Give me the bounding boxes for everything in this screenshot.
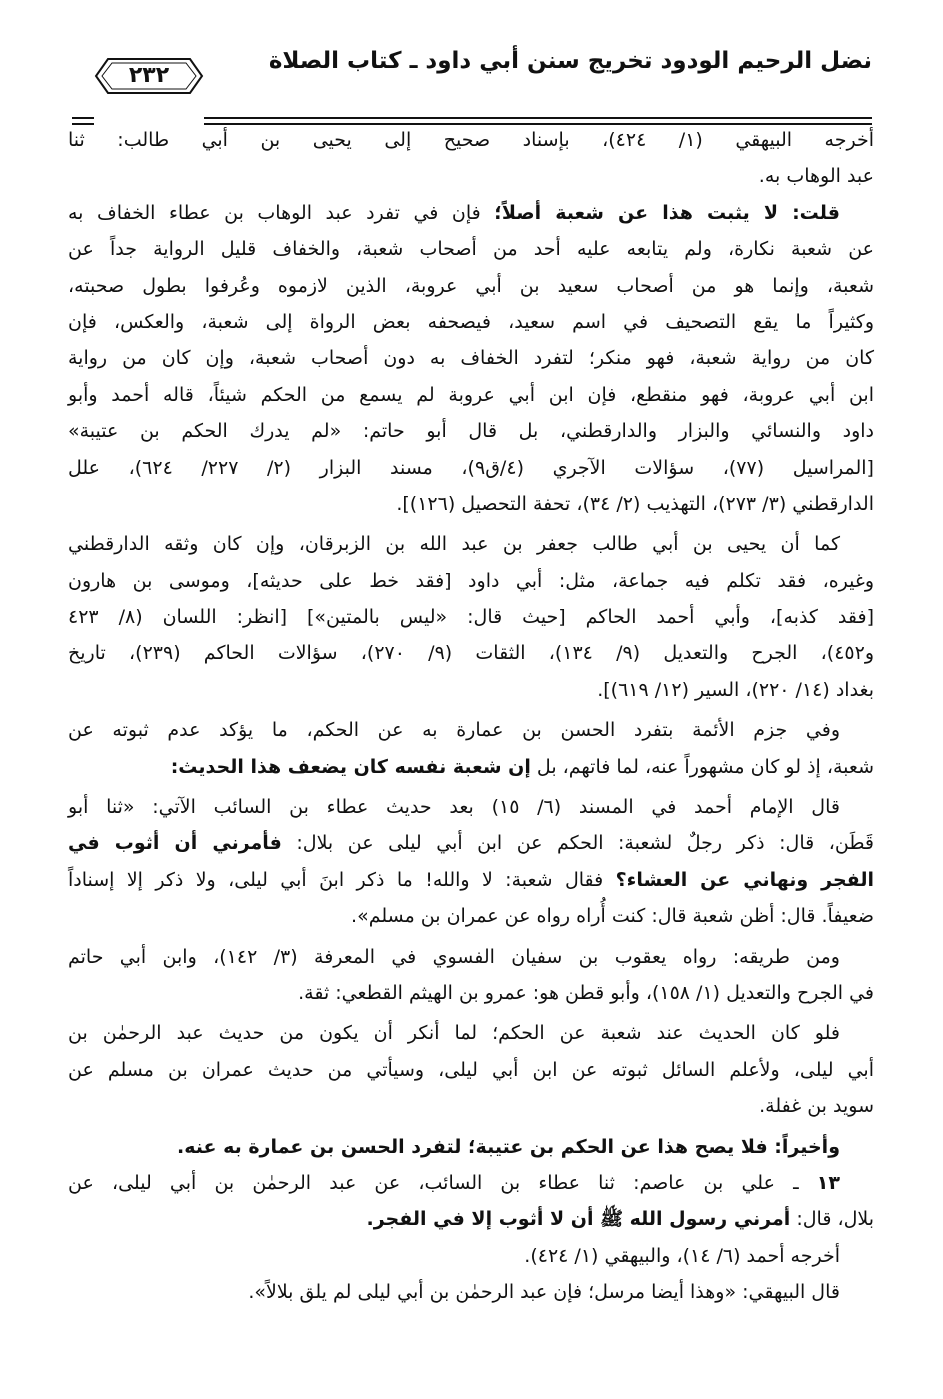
bold-phrase: ١٣ — [816, 1171, 840, 1194]
text-line: بلال، قال: أمرني رسول الله ﷺ أن لا أثوب إلا في الفجر. — [366, 1208, 874, 1231]
text-line: [فقد كذبه]، وأبي أحمد الحاكم [حيث قال: «ليس بالمتين»] [انظر: اللسان (٨/ ٤٢٣ — [68, 606, 874, 629]
text-line: ١٣ ـ علي بن عاصم: ثنا عطاء بن السائب، عن عبد الرحمٰن بن أبي ليلى، عن — [68, 1171, 840, 1194]
page-number: ٢٣٢ — [128, 63, 170, 88]
text-line — [68, 1129, 874, 1165]
text-line: قال البيهقي: «وهذا أيضا مرسل؛ فإن عبد الرحمٰن بن أبي ليلى لم يلق بلالاً». — [248, 1281, 840, 1304]
text-line: الدارقطني (٣/ ٢٧٣)، التهذيب (٢/ ٣٤)، تحفة التحصيل (١٢٦)]. — [396, 492, 874, 515]
text-line: ومن طريقه: رواه يعقوب بن سفيان الفسوي في المعرفة (٣/ ١٤٢)، وابن أبي حاتم — [68, 945, 840, 968]
text-line: داود والنسائي والبزار والدارقطني، بل قال أبو حاتم: «لم يدرك الحكم بن عتيبة» — [68, 420, 874, 443]
text-line: ضعيفاً. قال: أظن شعبة قال: كنت أُراه رواه عن عمران بن مسلم». — [351, 905, 874, 928]
bold-phrase: أمرني رسول الله ﷺ أن لا أثوب إلا في الفجر. — [366, 1208, 791, 1231]
text-line: كما أن يحيى بن أبي طالب جعفر بن عبد الله بن الزبرقان، وإن كان وثقه الدارقطني — [68, 533, 840, 556]
text-line: سويد بن غفلة. — [759, 1095, 874, 1118]
text-line: قَطَن، قال: ذكر رجلٌ لشعبة: الحكم عن ابن أبي ليلى عن بلال: فأمرني أن أثوب في — [68, 832, 874, 855]
text-line: شعبة، إذ لو كان مشهوراً عنه، لما فاتهم، بل إن شعبة نفسه كان يضعف هذا الحديث: — [170, 755, 874, 778]
text-line: و٤٥٢)، الجرح والتعديل (٩/ ١٣٤)، الثقات (٩/ ٢٧٠)، سؤالات الحاكم (٢٣٩)، تاريخ — [68, 642, 875, 665]
bold-phrase: قلت: لا يثبت هذا عن شعبة أصلاً؛ — [494, 201, 840, 224]
text-line: قلت: لا يثبت هذا عن شعبة أصلاً؛ فإن في تفرد عبد الوهاب بن عطاء الخفاف به — [68, 201, 840, 224]
text-line: في الجرح والتعديل (١/ ١٥٨)، وأبو قطن هو: عمرو بن الهيثم القطعي: ثقة. — [298, 981, 874, 1004]
bold-phrase: الفجر ونهاني عن العشاء؟ — [615, 868, 874, 891]
text-line: وغيره، فقد تكلم فيه جماعة، مثل: أبي داود [فقد خط على حديثه]، وموسى بن هارون — [68, 569, 874, 592]
text-line: أخرجه البيهقي (١/ ٤٢٤)، بإسناد صحيح إلى يحيى بن أبي طالب: ثنا — [68, 129, 874, 151]
text-line: عبد الوهاب به. — [758, 165, 874, 188]
page-header — [72, 44, 872, 104]
page-number-badge — [94, 57, 204, 95]
text-line: كان من رواية شعبة، فهو منكر؛ لتفرد الخفاف به دون أصحاب شعبة، وإن كان من رواية — [68, 347, 874, 370]
text-line: وكثيراً ما يقع التصحيف في اسم سعيد، فيصحفه بعض الرواة إلى شعبة، والعكس، فإن — [68, 310, 874, 333]
text-line: شعبة، وإنما هو من أصحاب سعيد بن أبي عروبة، الذين لازموه وعُرفوا بطول صحبته، — [68, 274, 874, 297]
running-title: نضل الرحيم الودود تخريج سنن أبي داود ـ كتاب الصلاة — [268, 48, 872, 74]
text-line: [المراسيل (٧٧)، سؤالات الآجري (٤/ق٩)، مسند البزار (٢/ ٢٢٧/ ٦٢٤)، علل — [68, 456, 874, 479]
bold-phrase: فأمرني أن أثوب في — [68, 832, 282, 855]
page-body — [68, 122, 874, 1311]
text-line: قال الإمام أحمد في المسند (٦/ ١٥) بعد حديث عطاء بن السائب الآتي: «ثنا أبو — [68, 796, 840, 819]
text-line: فلو كان الحديث عند شعبة عن الحكم؛ لما أنكر أن يكون من حديث عبد الرحمٰن بن — [68, 1022, 840, 1045]
text-line: الفجر ونهاني عن العشاء؟ فقال شعبة: لا والله! ما ذكر ابنَ أبي ليلى، ولا ذكر إلا إسناداً — [68, 868, 874, 891]
text-line: ابن أبي عروبة، فهو منقطع، فإن ابن أبي عروبة لم يسمع من الحكم شيئاً، قاله أحمد وأبو — [68, 383, 874, 406]
bold-phrase: إن شعبة نفسه كان يضعف هذا الحديث: — [170, 755, 531, 778]
bold-phrase: وأخيراً: فلا يصح هذا عن الحكم بن عتيبة؛ لتفرد الحسن بن عمارة به عنه. — [176, 1135, 840, 1158]
text-line: وفي جزم الأئمة بتفرد الحسن بن عمارة به عن الحكم، ما يؤكد عدم ثبوته عن — [68, 719, 840, 742]
text-line: أبي ليلى، ولأعلم السائل ثبوته عن ابن أبي ليلى، وسيأتي من حديث عمران بن مسلم عن — [68, 1058, 874, 1081]
text-line: أخرجه أحمد (٦/ ١٤)، والبيهقي (١/ ٤٢٤). — [524, 1244, 840, 1267]
text-line: عن شعبة نكارة، ولم يتابعه عليه أحد من أصحاب شعبة، والخفاف قليل الرواية جداً عن — [68, 238, 874, 261]
text-line: بغداد (١٤/ ٢٢٠)، السير (١٢/ ٦١٩)]. — [597, 678, 874, 701]
